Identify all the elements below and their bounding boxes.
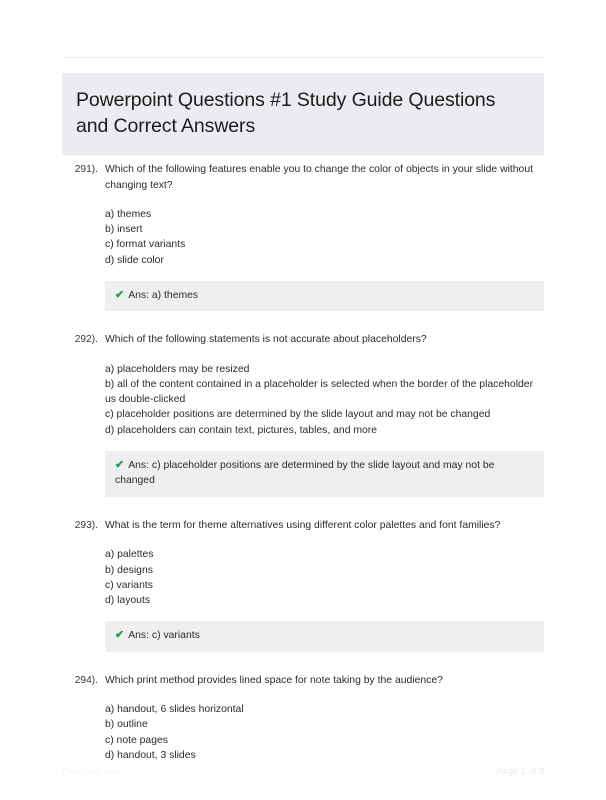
question-block [0,332,606,497]
option-item[interactable]: d) layouts [105,594,151,606]
option-item[interactable]: c) format variants [105,239,186,251]
check-icon: ✔ [115,458,125,471]
option-item[interactable]: a) placeholders may be resized [105,363,250,375]
answer-box [105,621,544,652]
question-body [105,162,544,311]
answer-box [105,281,544,312]
question-body [105,673,544,763]
option-item[interactable]: b) insert [105,224,143,236]
question-number: 292). [74,334,98,346]
option-item[interactable]: b) designs [105,564,153,576]
option-item[interactable]: d) placeholders can contain text, pictures, tables, and more [105,424,378,436]
check-icon: ✔ [115,288,125,301]
option-list [105,702,544,763]
answer-text: Ans: c) variants [128,630,200,642]
option-item[interactable]: a) themes [105,209,152,220]
option-item[interactable]: b) all of the content contained in a placeholder is selected when the border of the placeholder us double-clicked [105,379,534,406]
question-row [62,162,544,311]
check-icon: ✔ [115,629,125,642]
question-text: Which print method provides lined space for note taking by the audience? [105,674,443,686]
answer-text: Ans: a) themes [128,289,199,301]
option-item[interactable]: a) palettes [105,549,154,561]
option-list [105,547,544,608]
option-item[interactable]: d) slide color [105,254,164,266]
option-list [105,207,544,268]
question-block [0,673,606,763]
question-text: What is the term for theme alternatives using different color palettes and font families? [105,519,501,531]
option-item[interactable]: a) handout, 6 slides horizontal [105,704,244,716]
question-block [0,518,606,652]
page-number: Page 1 of 3 [496,766,544,776]
option-list [105,362,544,438]
option-item[interactable]: b) outline [105,719,148,731]
question-number: 291). [74,164,98,175]
question-text: Which of the following statements is not accurate about placeholders? [105,334,427,346]
question-number: 293). [74,519,98,531]
page-footer [62,766,544,776]
question-body [105,332,544,497]
question-row [62,673,544,763]
option-item[interactable]: c) placeholder positions are determined by the slide layout and may not be changed [105,409,491,421]
page-title: Powerpoint Questions #1 Study Guide Questions and Correct Answers [76,89,496,137]
document-title-banner [62,73,544,155]
option-item[interactable]: c) note pages [105,734,168,746]
question-list [0,162,606,784]
answer-box [105,451,544,497]
option-item[interactable]: d) handout, 3 slides [105,749,196,761]
question-block [0,162,606,311]
header-divider [62,57,544,58]
question-text: Which of the following features enable you to change the color of objects in your slide without changing text? [105,164,533,191]
answer-text: Ans: c) placeholder positions are determined by the slide layout and may not be changed [115,459,495,487]
question-number: 294). [74,674,98,686]
question-row [62,332,544,497]
watermark-text: PaperShic.com [62,766,121,776]
question-row [62,518,544,652]
question-body [105,518,544,652]
option-item[interactable]: c) variants [105,579,153,591]
